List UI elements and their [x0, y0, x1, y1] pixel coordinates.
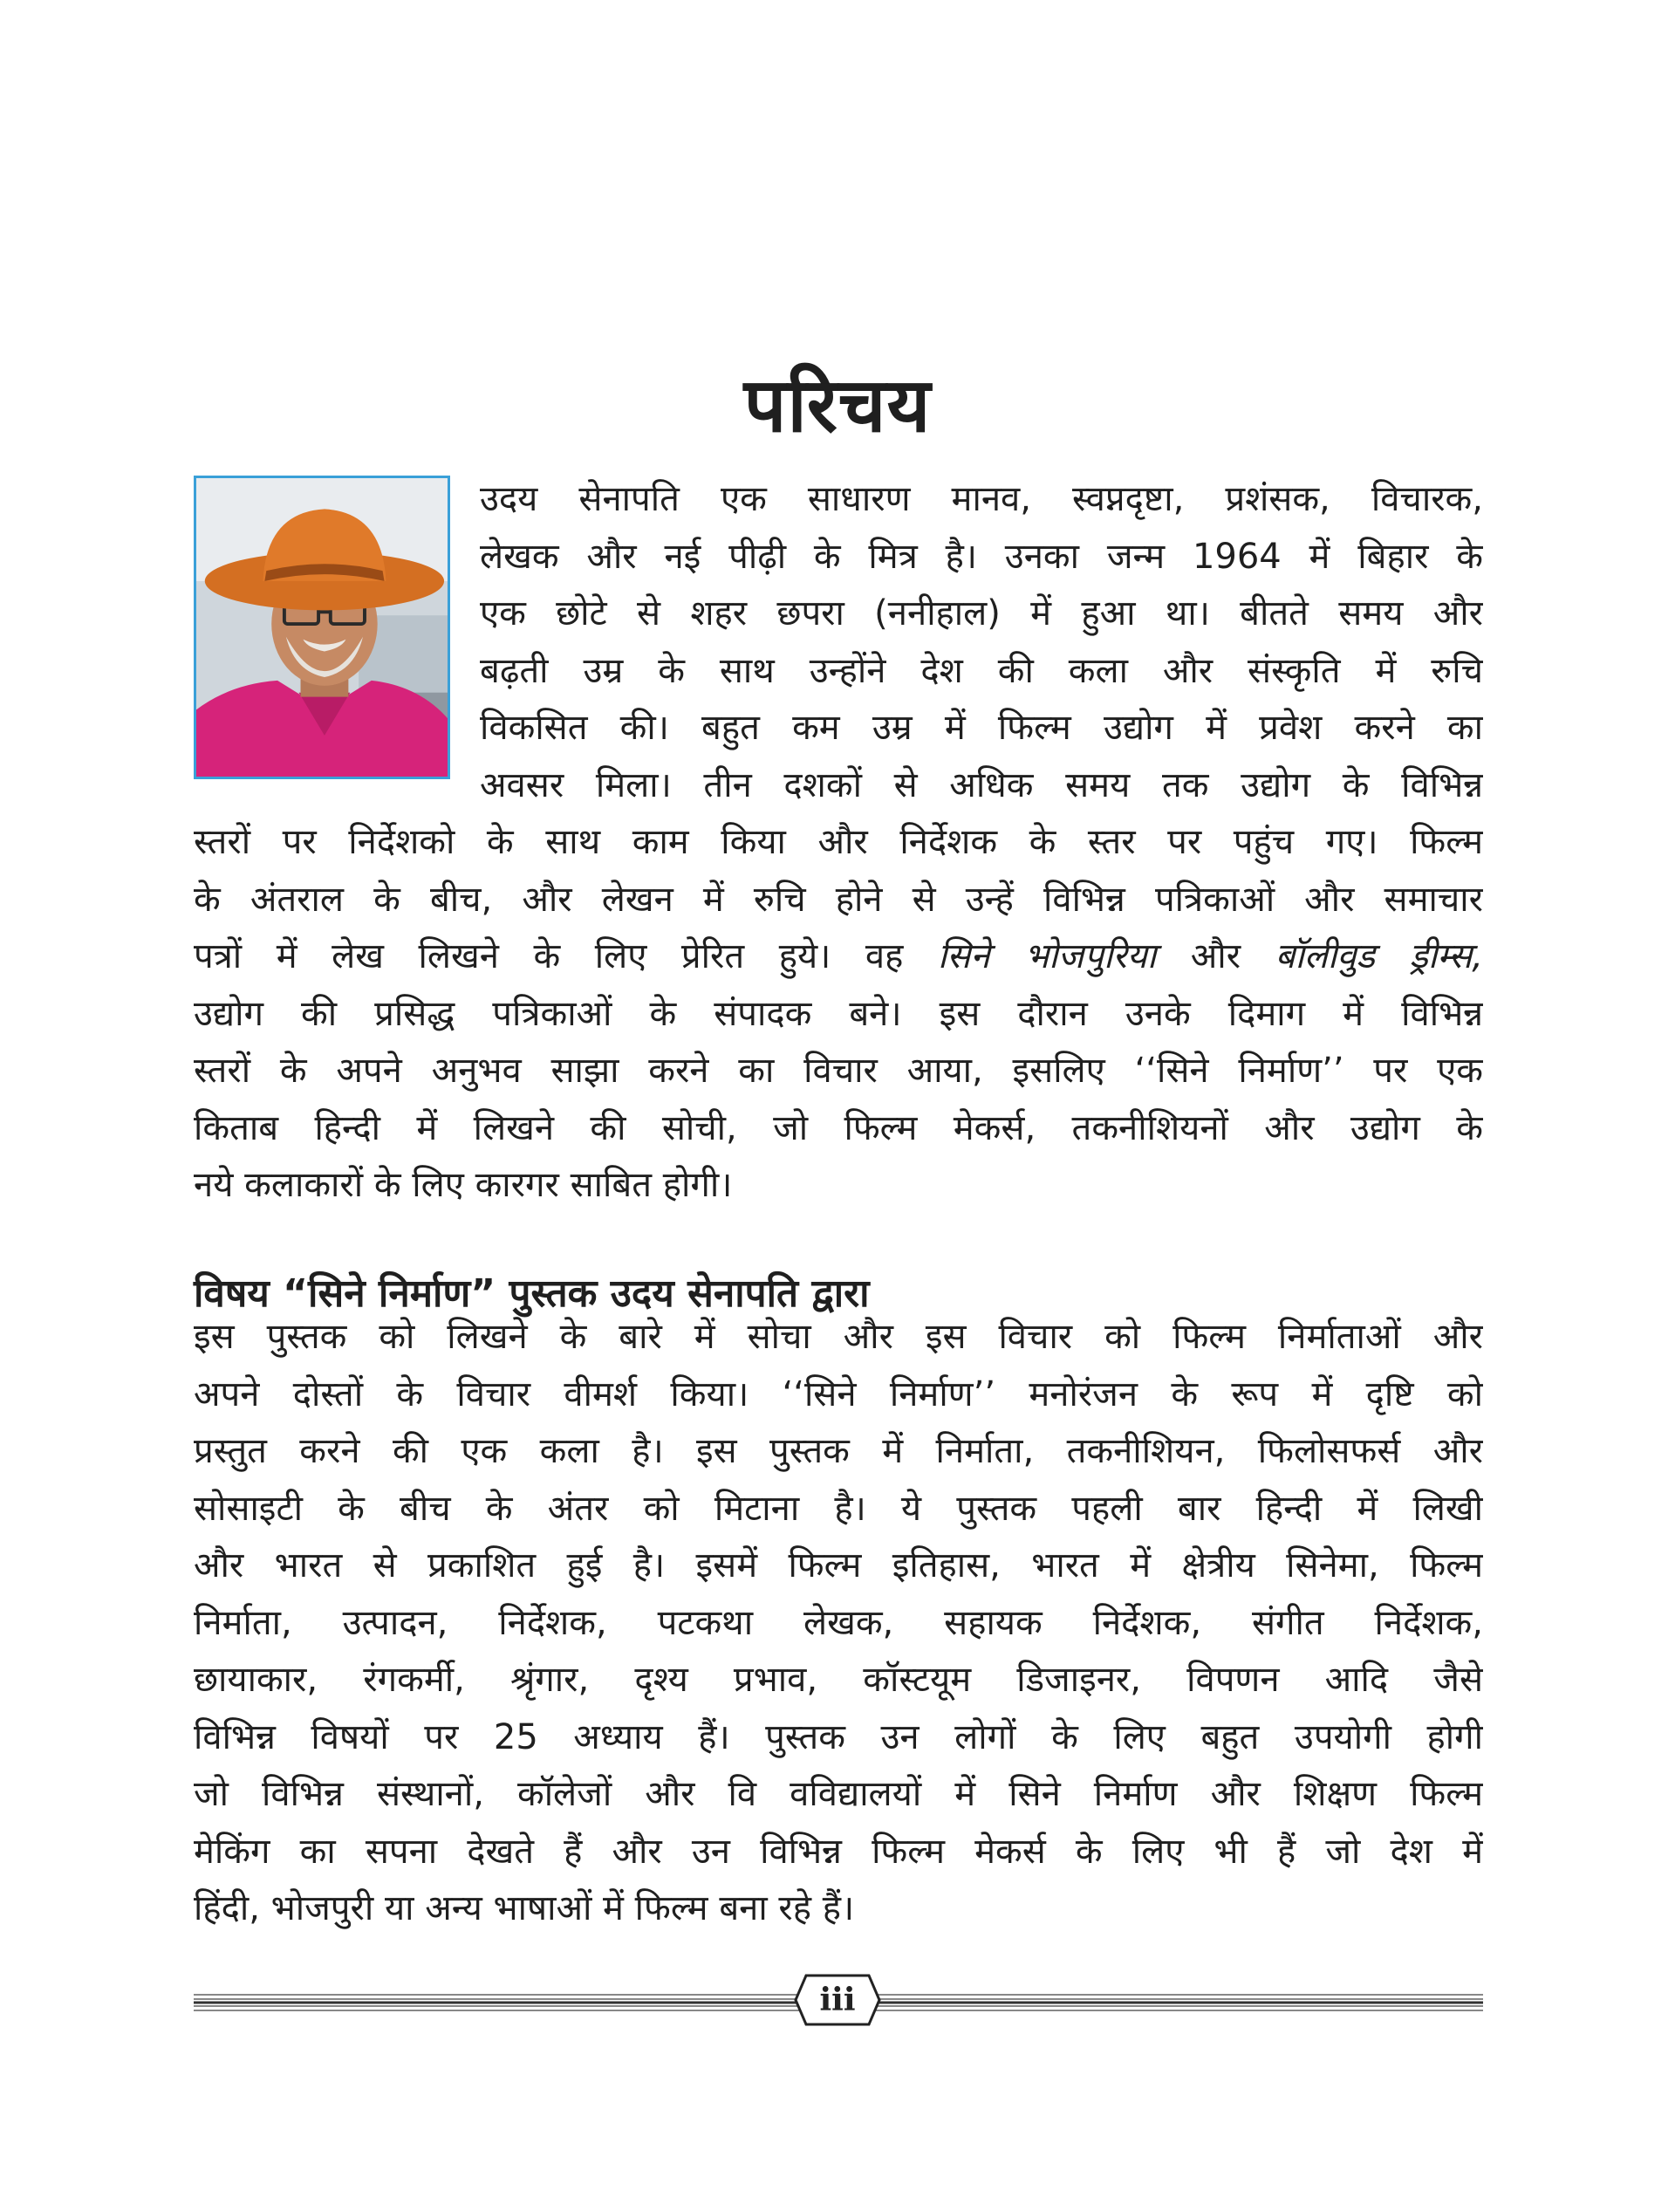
section-line: प्रस्तुत करने की एक कला है। इस पुस्तक में निर्माता, तकनीशियन, फिलोसफर्स और: [194, 1431, 1483, 1471]
page-number: [794, 1974, 881, 2026]
intro-line: विकसित की। बहुत कम उम्र में फिल्म उद्योग में प्रवेश करने का: [480, 708, 1483, 748]
section-line: मेकिंग का सपना देखते हैं और उन विभिन्न फिल्म मेकर्स के लिए भी हैं जो देश में: [194, 1831, 1483, 1872]
section-line: अपने दोस्तों के विचार वीमर्श किया। ‘‘सिने निर्माण’’ मनोरंजन के रूप में दृष्टि को: [194, 1373, 1483, 1414]
intro-line: उद्योग की प्रसिद्ध पत्रिकाओं के संपादक बने। इस दौरान उनके दिमाग में विभिन्न: [194, 993, 1483, 1034]
section-line: छायाकार, रंगकर्मी, श्रृंगार, दृश्य प्रभाव, कॉस्टयूम डिजाइनर, विपणन आदि जैसे: [194, 1660, 1483, 1700]
section-line: हिंदी, भोजपुरी या अन्य भाषाओं में फिल्म बना रहे हैं।: [194, 1888, 855, 1928]
section-paragraph: [194, 1309, 1483, 1938]
intro-line: स्तरों के अपने अनुभव साझा करने का विचार आया, इसलिए ‘‘सिने निर्माण’’ पर एक: [194, 1051, 1483, 1091]
intro-line-text: पत्रों में लेख लिखने के लिए प्रेरित हुये। वह: [194, 936, 938, 976]
section-line: और भारत से प्रकाशित हुई है। इसमें फिल्म इतिहास, भारत में क्षेत्रीय सिनेमा, फिल्म: [194, 1545, 1483, 1585]
intro-line: उदय सेनापति एक साधारण मानव, स्वप्नदृष्टा, प्रशंसक, विचारक,: [480, 479, 1483, 519]
page-title: परिचय: [743, 361, 932, 449]
section-line: विभिन्न विषयों पर 25 अध्याय हैं। पुस्तक उन लोगों के लिए बहुत उपयोगी होगी: [194, 1716, 1483, 1757]
intro-line: एक छोटे से शहर छपरा (ननीहाल) में हुआ था। बीतते समय और: [480, 593, 1483, 633]
intro-line: [194, 928, 1483, 986]
section-heading: विषय “सिने निर्माण” पुस्तक उदय सेनापति द्वारा: [194, 1270, 870, 1316]
section-line: जो विभिन्न संस्थानों, कॉलेजों और वि वविद्यालयों में सिने निर्माण और शिक्षण फिल्म: [194, 1774, 1483, 1814]
intro-line: अवसर मिला। तीन दशकों से अधिक समय तक उद्योग के विभिन्न: [480, 764, 1483, 805]
intro-paragraph: [194, 471, 1483, 1215]
intro-line: स्तरों पर निर्देशको के साथ काम किया और निर्देशक के स्तर पर पहुंच गए। फिल्म: [194, 822, 1483, 862]
intro-line: बढ़ती उम्र के साथ उन्होंने देश की कला और संस्कृति में रुचि: [480, 650, 1483, 691]
intro-line: के अंतराल के बीच, और लेखन में रुचि होने से उन्हें विभिन्न पत्रिकाओं और समाचार: [194, 879, 1483, 920]
intro-line: नये कलाकारों के लिए कारगर साबित होगी।: [194, 1165, 733, 1205]
intro-line: किताब हिन्दी में लिखने की सोची, जो फिल्म मेकर्स, तकनीशियनों और उद्योग के: [194, 1107, 1483, 1148]
intro-line-text: और: [1156, 936, 1275, 976]
section-line: इस पुस्तक को लिखने के बारे में सोचा और इस विचार को फिल्म निर्माताओं और: [194, 1317, 1483, 1357]
page-number-text: iii: [819, 1982, 856, 2018]
section-line: निर्माता, उत्पादन, निर्देशक, पटकथा लेखक, सहायक निर्देशक, संगीत निर्देशक,: [194, 1602, 1483, 1643]
intro-line: लेखक और नई पीढ़ी के मित्र है। उनका जन्म 1964 में बिहार के: [480, 536, 1483, 577]
magazine-name-cine-bhojpuriya: सिने भोजपुरिया: [937, 936, 1157, 976]
section-line: सोसाइटी के बीच के अंतर को मिटाना है। ये पुस्तक पहली बार हिन्दी में लिखी: [194, 1488, 1483, 1529]
magazine-name-bollywood-dreams: बॉलीवुड ड्रीम्स,: [1275, 936, 1483, 976]
